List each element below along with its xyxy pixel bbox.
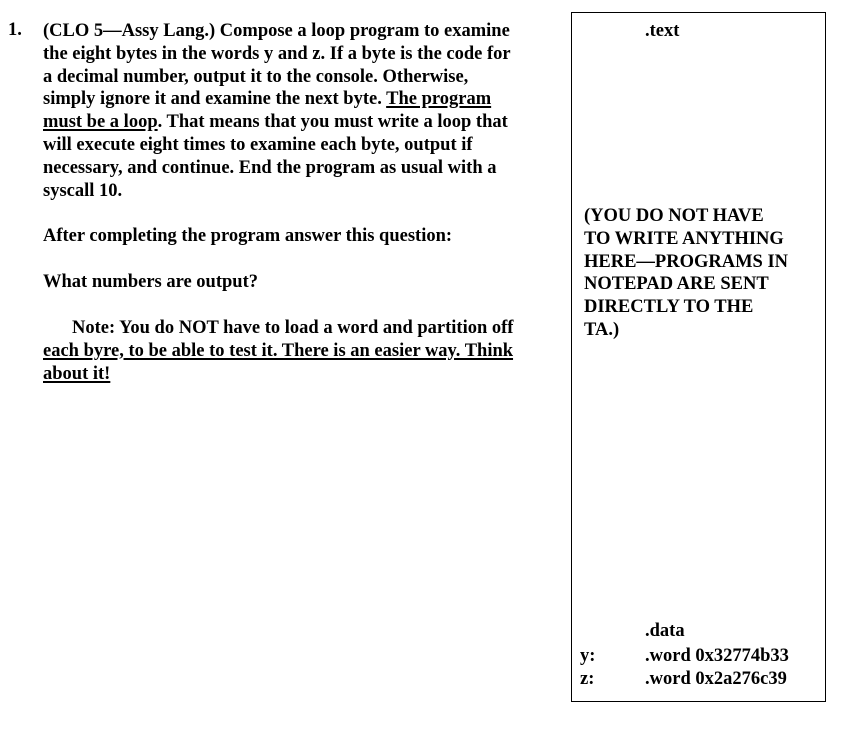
label-y: y:	[580, 646, 596, 666]
prompt-line: syscall 10.	[43, 180, 123, 201]
prompt-line: . That means that you must write a loop that	[157, 112, 508, 133]
prompt-line: simply ignore it and examine the next byte.	[43, 89, 382, 110]
answer-note-line: NOTEPAD ARE SENT	[584, 274, 769, 295]
note-line: about it!	[43, 363, 111, 384]
hint-note	[43, 317, 558, 385]
text-directive: .text	[645, 21, 680, 41]
note-line: Note: You do NOT have to load a word and partition off	[72, 317, 514, 338]
answer-note-line: TA.)	[584, 319, 620, 340]
answer-note-line: HERE—PROGRAMS IN	[584, 251, 789, 272]
answer-note-line: (YOU DO NOT HAVE	[584, 206, 764, 226]
sub-question: What numbers are output?	[43, 272, 258, 293]
word-y-value: .word 0x32774b33	[645, 646, 789, 666]
prompt-line: will execute eight times to examine each byte, output if	[43, 134, 473, 155]
data-directive: .data	[645, 621, 685, 641]
prompt-paragraph	[43, 20, 558, 202]
question-body	[43, 20, 558, 385]
emphasis-loop: must be a loop	[43, 112, 158, 133]
answer-note-line: DIRECTLY TO THE	[584, 297, 754, 318]
after-text: After completing the program answer this question:	[43, 226, 453, 247]
answer-note-line: TO WRITE ANYTHING	[584, 228, 784, 249]
emphasis-program: The program	[386, 89, 492, 110]
code-answer-box	[571, 12, 826, 702]
label-z: z:	[580, 669, 595, 689]
prompt-line: a decimal number, output it to the console. Otherwise,	[43, 66, 469, 87]
note-line: each byre, to be able to test it. There is an easier way. Think	[43, 340, 514, 361]
prompt-line: the eight bytes in the words y and z. If a byte is the code for	[43, 43, 511, 64]
answer-instruction	[584, 205, 824, 342]
prompt-line: necessary, and continue. End the program as usual with a	[43, 157, 497, 178]
word-z-value: .word 0x2a276c39	[645, 669, 787, 689]
question-number: 1.	[8, 20, 22, 40]
prompt-line: (CLO 5—Assy Lang.) Compose a loop program to examine	[43, 21, 510, 41]
